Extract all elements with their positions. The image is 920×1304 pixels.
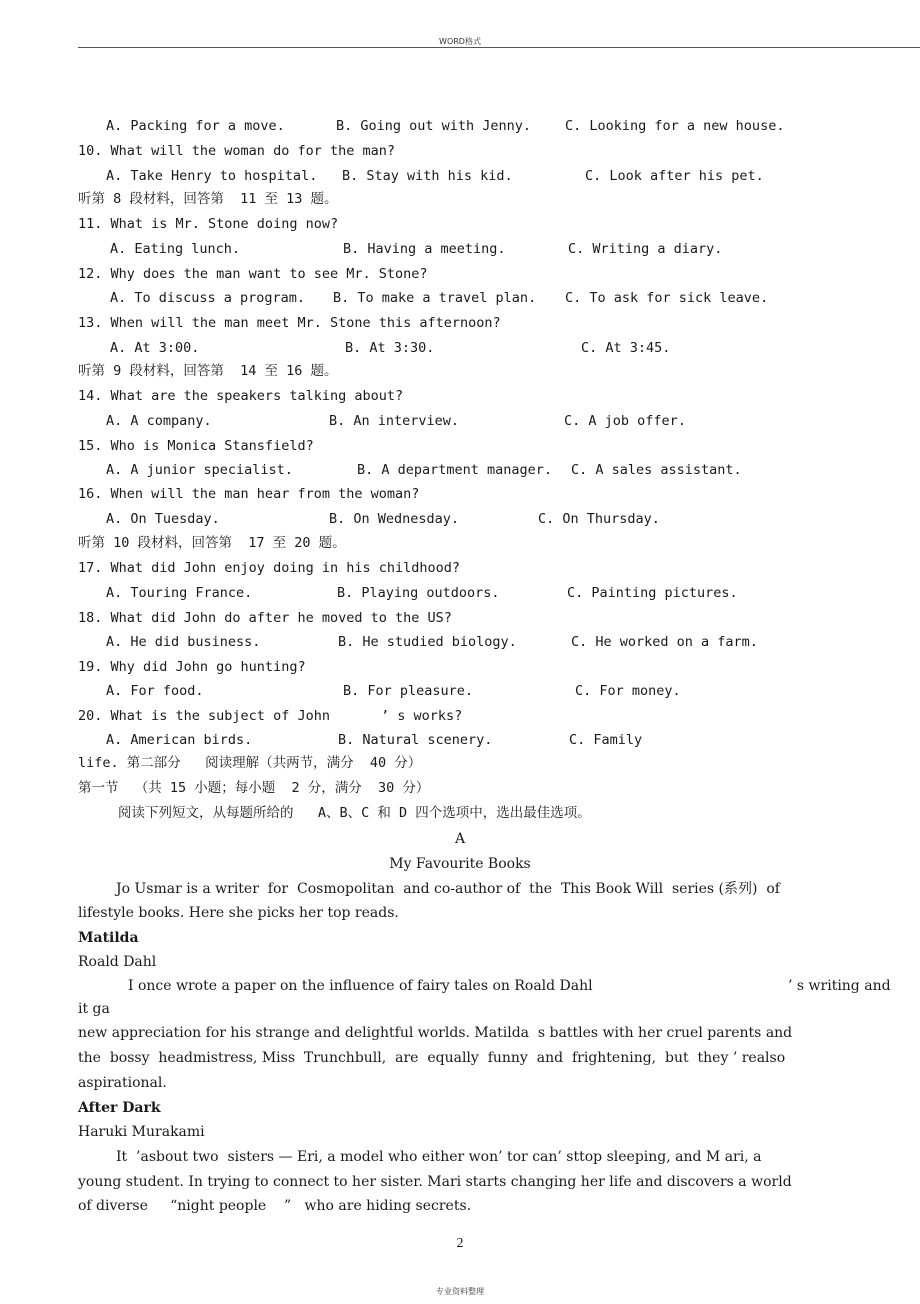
question-17: 17. What did John enjoy doing in his childhood? — [78, 560, 461, 576]
q12-option-a: A. To discuss a program. — [110, 290, 306, 306]
q19-option-b: B. For pleasure. — [343, 683, 474, 699]
q15-option-a: A. A junior specialist. — [106, 462, 293, 478]
q13-option-c: C. At 3:45. — [581, 340, 671, 356]
reading-instruction: 阅读下列短文，从每题所给的 A、B、C 和 D 四个选项中，选出最佳选项。 — [118, 805, 591, 821]
matilda-line-1c: it ga — [78, 1001, 110, 1017]
question-13: 13. When will the man meet Mr. Stone this afternoon? — [78, 315, 501, 331]
question-18: 18. What did John do after he moved to the US? — [78, 610, 452, 626]
q16-option-c: C. On Thursday. — [538, 511, 660, 527]
q9-option-a: A. Packing for a move. — [106, 118, 285, 134]
q10-option-c: C. Look after his pet. — [585, 168, 764, 184]
question-16: 16. When will the man hear from the woman? — [78, 486, 420, 502]
q11-option-b: B. Having a meeting. — [343, 241, 506, 257]
q17-option-a: A. Touring France. — [106, 585, 253, 601]
q20-option-b: B. Natural scenery. — [338, 732, 493, 748]
question-20-part1: 20. What is the subject of John — [78, 708, 330, 724]
q18-option-a: A. He did business. — [106, 634, 261, 650]
q15-option-c: C. A sales assistant. — [571, 462, 742, 478]
section-instruction-9: 听第 9 段材料，回答第 14 至 16 题。 — [78, 363, 338, 379]
book-title-matilda: Matilda — [78, 930, 139, 946]
q19-option-a: A. For food. — [106, 683, 204, 699]
q10-option-b: B. Stay with his kid. — [342, 168, 513, 184]
header-divider — [78, 47, 920, 48]
question-15: 15. Who is Monica Stansfield? — [78, 438, 314, 454]
book-title-after-dark: After Dark — [78, 1100, 161, 1116]
section-instruction-10: 听第 10 段材料，回答第 17 至 20 题。 — [78, 535, 346, 551]
intro-line-2: lifestyle books. Here she picks her top reads. — [78, 905, 399, 921]
question-10: 10. What will the woman do for the man? — [78, 143, 395, 159]
intro-line-1: Jo Usmar is a writer for Cosmopolitan and co-author of the This Book Will series (系列) of — [116, 881, 780, 897]
after-dark-line-1: It ’asbout two sisters — Eri, a model who either won’ tor can’ sttop sleeping, and M ari, a — [116, 1149, 762, 1165]
q14-option-b: B. An interview. — [329, 413, 460, 429]
q11-option-a: A. Eating lunch. — [110, 241, 241, 257]
matilda-line-3: the bossy headmistress, Miss Trunchbull, are equally funny and frightening, but they ’ realso — [78, 1050, 786, 1066]
question-20-part2: ’ s works? — [381, 708, 463, 724]
q12-option-c: C. To ask for sick leave. — [565, 290, 769, 306]
q13-option-b: B. At 3:30. — [345, 340, 435, 356]
q13-option-a: A. At 3:00. — [110, 340, 200, 356]
matilda-line-4: aspirational. — [78, 1075, 167, 1091]
q14-option-a: A. A company. — [106, 413, 212, 429]
book-author-murakami: Haruki Murakami — [78, 1124, 205, 1140]
q14-option-c: C. A job offer. — [564, 413, 686, 429]
after-dark-line-2: young student. In trying to connect to her sister. Mari starts changing her life and discovers a world — [78, 1174, 792, 1190]
q18-option-b: B. He studied biology. — [338, 634, 517, 650]
q16-option-a: A. On Tuesday. — [106, 511, 220, 527]
question-19: 19. Why did John go hunting? — [78, 659, 306, 675]
q10-option-a: A. Take Henry to hospital. — [106, 168, 318, 184]
section-one-heading: 第一节 （共 15 小题；每小题 2 分，满分 30 分） — [78, 780, 430, 796]
part-two-heading: life. 第二部分 阅读理解（共两节，满分 40 分） — [78, 755, 422, 771]
after-dark-line-3: of diverse “night people ” who are hiding secrets. — [78, 1198, 472, 1214]
question-11: 11. What is Mr. Stone doing now? — [78, 216, 339, 232]
q12-option-b: B. To make a travel plan. — [333, 290, 537, 306]
passage-title: My Favourite Books — [389, 856, 531, 872]
q9-option-c: C. Looking for a new house. — [565, 118, 785, 134]
page-header-text: WORD格式 — [439, 37, 481, 46]
q9-option-b: B. Going out with Jenny. — [336, 118, 532, 134]
question-12: 12. Why does the man want to see Mr. Stone? — [78, 266, 428, 282]
q17-option-b: B. Playing outdoors. — [337, 585, 500, 601]
matilda-line-2: new appreciation for his strange and delightful worlds. Matilda s battles with her cruel parents and — [78, 1025, 793, 1041]
q11-option-c: C. Writing a diary. — [568, 241, 723, 257]
page-footer-text: 专业资料整理 — [436, 1287, 484, 1296]
q18-option-c: C. He worked on a farm. — [571, 634, 758, 650]
matilda-line-1b: ’ s writing and — [788, 978, 891, 994]
question-14: 14. What are the speakers talking about? — [78, 388, 404, 404]
q19-option-c: C. For money. — [575, 683, 681, 699]
q20-option-c: C. Family — [569, 732, 643, 748]
q15-option-b: B. A department manager. — [357, 462, 553, 478]
q17-option-c: C. Painting pictures. — [567, 585, 738, 601]
passage-label: A — [454, 831, 466, 847]
section-instruction-8: 听第 8 段材料，回答第 11 至 13 题。 — [78, 191, 338, 207]
q16-option-b: B. On Wednesday. — [329, 511, 460, 527]
book-author-dahl: Roald Dahl — [78, 954, 157, 970]
page-number: 2 — [456, 1236, 464, 1251]
matilda-line-1a: I once wrote a paper on the influence of fairy tales on Roald Dahl — [128, 978, 593, 994]
q20-option-a: A. American birds. — [106, 732, 253, 748]
